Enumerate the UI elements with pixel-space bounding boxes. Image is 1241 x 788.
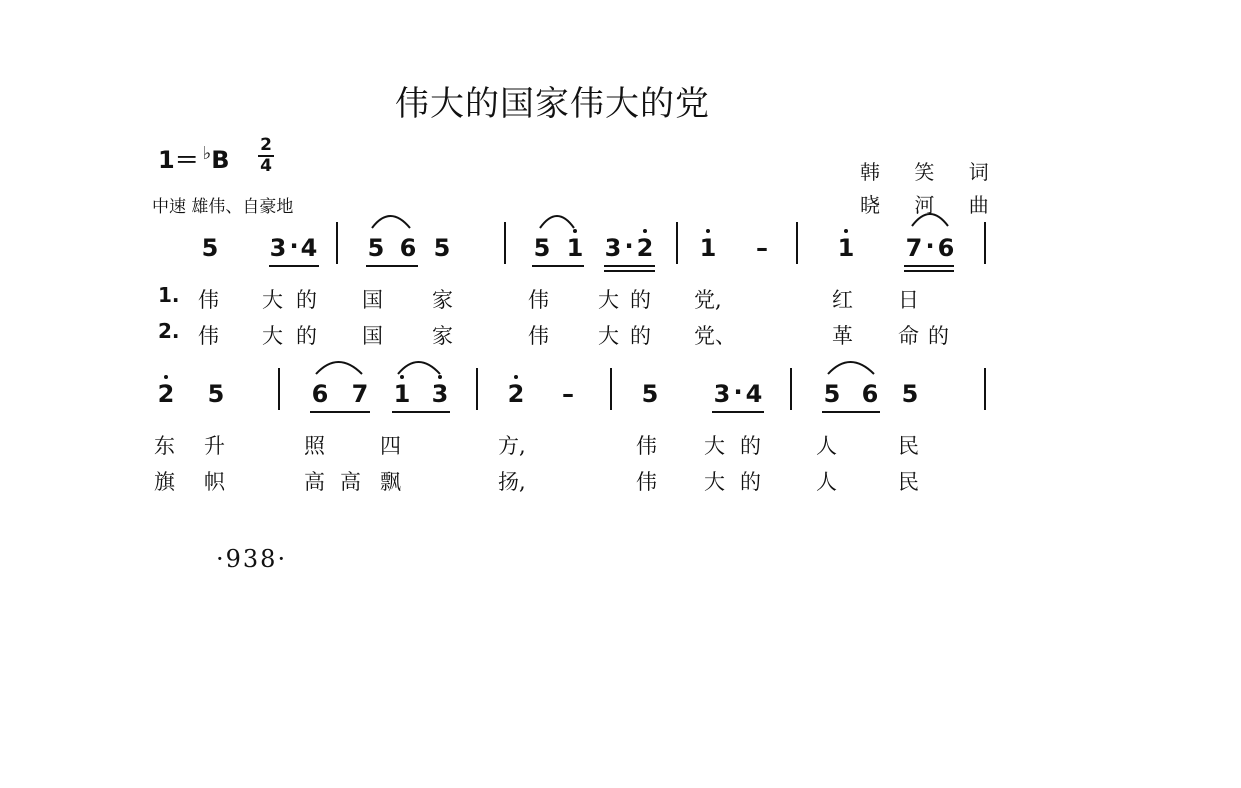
lyric: 人 bbox=[816, 470, 837, 494]
lyric: 的 bbox=[630, 324, 651, 348]
lyric: 命 bbox=[898, 324, 919, 348]
note: 3 bbox=[431, 380, 449, 408]
slur bbox=[540, 216, 574, 228]
note: 3 bbox=[604, 234, 622, 262]
slur bbox=[398, 362, 440, 374]
key-note: B bbox=[211, 146, 230, 174]
lyric: 扬, bbox=[498, 470, 526, 494]
lyric: 人 bbox=[816, 434, 837, 458]
lyric: 大 bbox=[598, 324, 619, 348]
lyric: 的 bbox=[740, 470, 761, 494]
lyric: 的 bbox=[296, 324, 317, 348]
slur bbox=[828, 362, 874, 374]
note: 1 bbox=[837, 234, 855, 262]
lyric: 帜 bbox=[204, 470, 225, 494]
note: 5 bbox=[367, 234, 385, 262]
slur bbox=[316, 362, 362, 374]
note: 6 bbox=[861, 380, 879, 408]
lyric: 民 bbox=[898, 470, 919, 494]
page-number: ·938· bbox=[216, 545, 288, 573]
lyric: 伟 bbox=[636, 470, 657, 494]
lyric: 伟 bbox=[198, 324, 219, 348]
note: 5 bbox=[823, 380, 841, 408]
note-dot: · bbox=[733, 378, 743, 406]
lyric: 革 bbox=[832, 324, 853, 348]
note: 1 bbox=[566, 234, 584, 262]
lyric: 照 bbox=[304, 434, 325, 458]
note: 5 bbox=[533, 234, 551, 262]
lyric: 大 bbox=[262, 288, 283, 312]
note: 3 bbox=[713, 380, 731, 408]
lyric: 的 bbox=[630, 288, 651, 312]
lyric: 大 bbox=[704, 434, 725, 458]
lyric: 伟 bbox=[528, 288, 549, 312]
note: 4 bbox=[745, 380, 763, 408]
composer-credit: 晓 河 曲 bbox=[860, 193, 1003, 217]
slur bbox=[912, 214, 948, 226]
lyric: 的 bbox=[296, 288, 317, 312]
verse-number: 2. bbox=[158, 319, 180, 343]
time-signature-bottom: 4 bbox=[260, 156, 272, 176]
note-dot: · bbox=[624, 232, 634, 260]
note: – bbox=[756, 234, 768, 262]
slur bbox=[372, 216, 410, 228]
lyric: 伟 bbox=[636, 434, 657, 458]
note: 1 bbox=[393, 380, 411, 408]
lyric: 方, bbox=[498, 434, 526, 458]
note: 5 bbox=[641, 380, 659, 408]
lyric: 高 bbox=[304, 470, 325, 494]
note: 6 bbox=[937, 234, 955, 262]
lyric: 旗 bbox=[154, 470, 175, 494]
note: 2 bbox=[507, 380, 525, 408]
tempo-marking: 中速 雄伟、自豪地 bbox=[152, 197, 294, 217]
note: 5 bbox=[433, 234, 451, 262]
lyric: 伟 bbox=[528, 324, 549, 348]
note: 3 bbox=[269, 234, 287, 262]
note-dot: · bbox=[925, 232, 935, 260]
lyric: 大 bbox=[598, 288, 619, 312]
note-dot: · bbox=[289, 232, 299, 260]
time-signature-top: 2 bbox=[260, 135, 272, 155]
note: 1 bbox=[699, 234, 717, 262]
note: 5 bbox=[901, 380, 919, 408]
lyric: 飘 bbox=[380, 470, 401, 494]
note: 7 bbox=[905, 234, 923, 262]
lyric: 大 bbox=[704, 470, 725, 494]
lyric: 的 bbox=[740, 434, 761, 458]
lyric: 家 bbox=[432, 288, 453, 312]
flat-sign: ♭ bbox=[202, 143, 212, 164]
lyric: 红 bbox=[832, 288, 853, 312]
song-title: 伟大的国家伟大的党 bbox=[395, 84, 710, 124]
lyric: 升 bbox=[204, 434, 225, 458]
lyric: 国 bbox=[362, 324, 383, 348]
note: 5 bbox=[207, 380, 225, 408]
note: – bbox=[562, 380, 574, 408]
lyric: 大 bbox=[262, 324, 283, 348]
lyric: 家 bbox=[432, 324, 453, 348]
note: 7 bbox=[351, 380, 369, 408]
verse-number: 1. bbox=[158, 283, 180, 307]
lyric: 的 bbox=[928, 324, 949, 348]
note: 2 bbox=[157, 380, 175, 408]
note: 5 bbox=[201, 234, 219, 262]
lyric: 国 bbox=[362, 288, 383, 312]
note: 6 bbox=[311, 380, 329, 408]
note: 2 bbox=[636, 234, 654, 262]
lyric: 高 bbox=[340, 470, 361, 494]
lyric: 民 bbox=[898, 434, 919, 458]
note: 4 bbox=[300, 234, 318, 262]
lyric: 四 bbox=[380, 434, 401, 458]
lyric: 伟 bbox=[198, 288, 219, 312]
lyric: 东 bbox=[154, 434, 175, 458]
key-prefix: 1＝ bbox=[158, 146, 199, 174]
lyric: 党, bbox=[694, 288, 722, 312]
note: 6 bbox=[399, 234, 417, 262]
lyricist-credit: 韩 笑 词 bbox=[860, 160, 1003, 184]
lyric: 党、 bbox=[694, 324, 736, 348]
lyric: 日 bbox=[898, 288, 919, 312]
